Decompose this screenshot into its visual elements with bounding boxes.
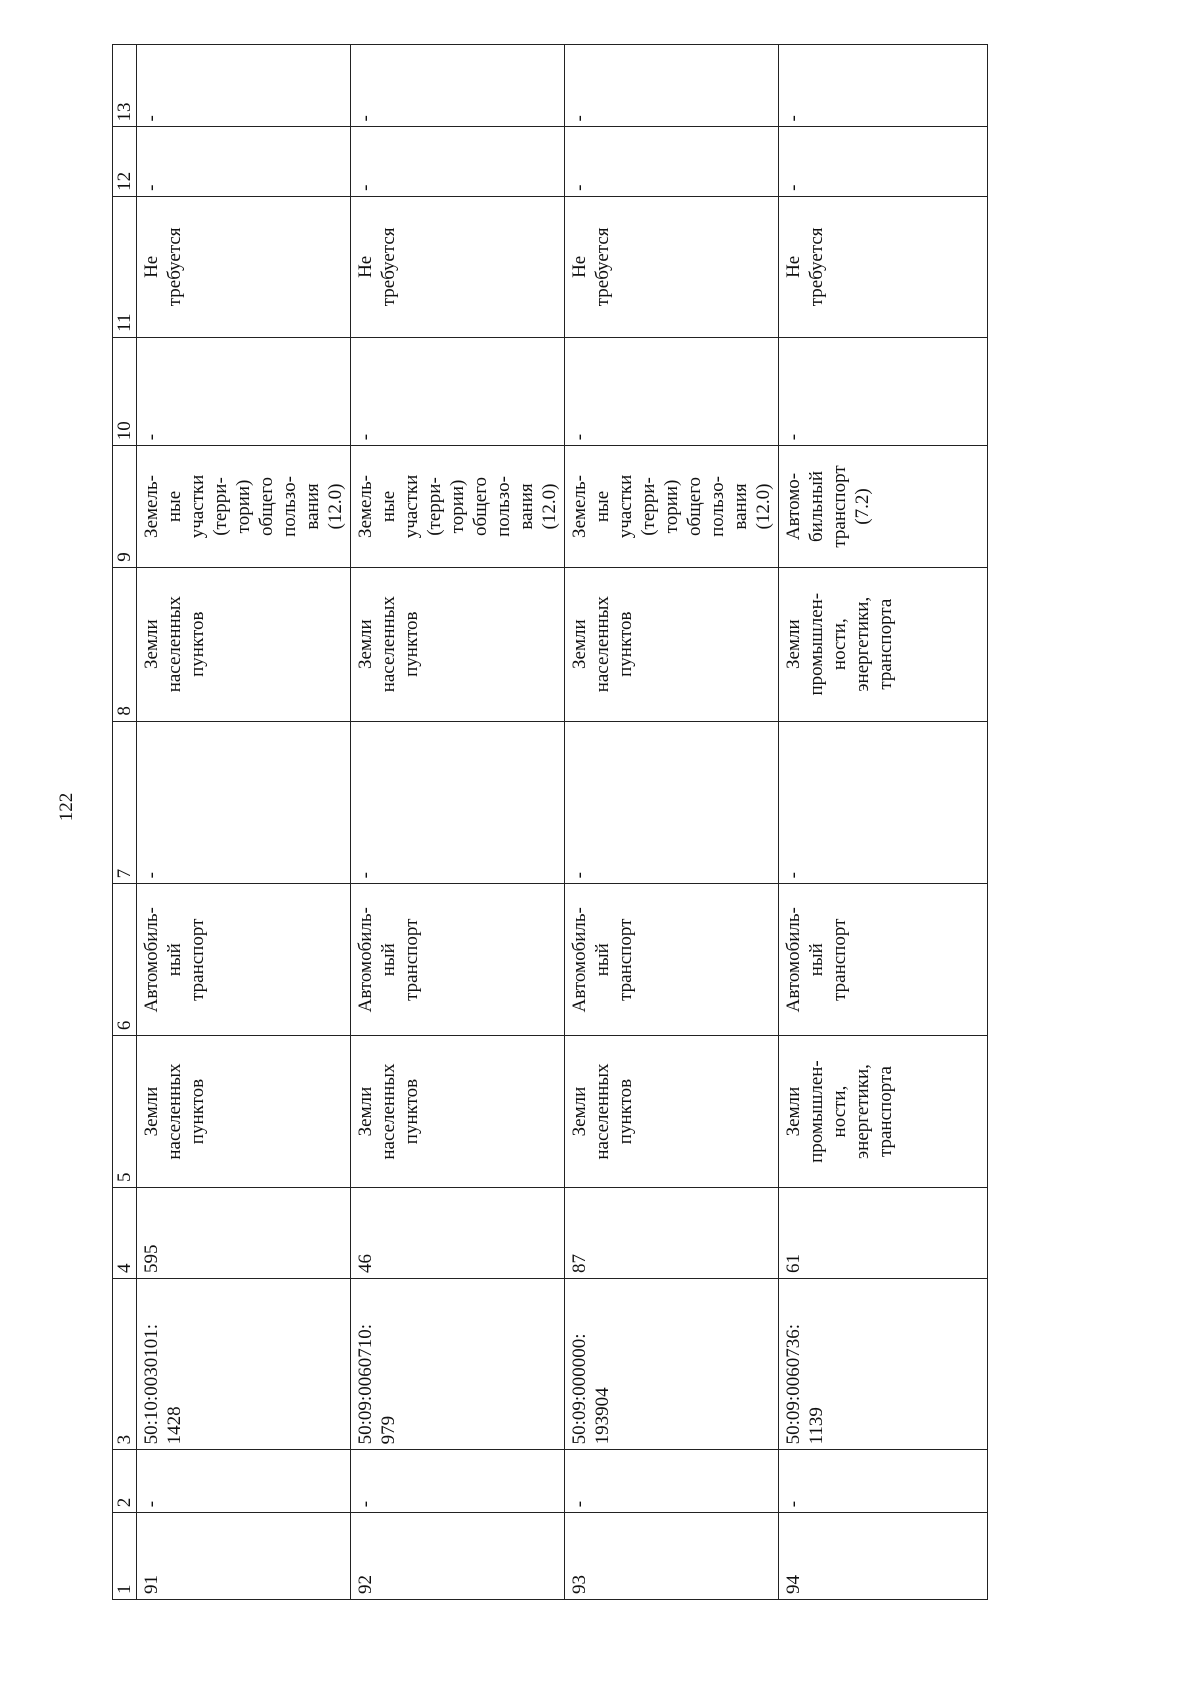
requirement-cell: Не требуется [351, 196, 565, 337]
table-cell: - [565, 721, 779, 884]
table-cell: - [565, 337, 779, 445]
column-number: 6 [113, 884, 137, 1036]
permitted-use-cell: Земель- ные участки (терри- тории) общего пользо- вания (12.0) [137, 446, 351, 567]
table-cell: - [779, 127, 988, 196]
requirement-cell: Не требуется [565, 196, 779, 337]
column-number: 10 [113, 337, 137, 445]
column-number: 1 [113, 1513, 137, 1600]
land-category-cell: Земли населенных пунктов [565, 567, 779, 721]
column-number: 4 [113, 1187, 137, 1278]
land-category-cell: Земли населенных пунктов [137, 1036, 351, 1188]
column-number: 8 [113, 567, 137, 721]
table-cell: - [351, 1450, 565, 1513]
table-cell: - [565, 1450, 779, 1513]
area-cell: 61 [779, 1187, 988, 1278]
cadastral-number-cell: 50:09:0060710: 979 [351, 1279, 565, 1450]
table-cell: - [779, 1450, 988, 1513]
table-cell: - [137, 1450, 351, 1513]
land-category-cell: Земли населенных пунктов [351, 1036, 565, 1188]
row-number-cell: 93 [565, 1513, 779, 1600]
row-number-cell: 91 [137, 1513, 351, 1600]
row-number-cell: 94 [779, 1513, 988, 1600]
column-number: 2 [113, 1450, 137, 1513]
column-number: 12 [113, 127, 137, 196]
table-row [137, 45, 351, 1600]
table-cell: - [351, 127, 565, 196]
table-cell: - [137, 45, 351, 127]
column-number: 9 [113, 446, 137, 567]
permitted-use-cell: Автомобиль- ный транспорт [137, 884, 351, 1036]
permitted-use-cell: Автомобиль- ный транспорт [779, 884, 988, 1036]
table-cell: - [779, 721, 988, 884]
column-number: 11 [113, 196, 137, 337]
page-number: 122 [56, 792, 77, 822]
table-cell: - [565, 45, 779, 127]
table-cell: - [779, 337, 988, 445]
table-cell: - [351, 337, 565, 445]
table-cell: - [351, 721, 565, 884]
table-cell: - [565, 127, 779, 196]
permitted-use-cell: Автомо- бильный транспорт (7.2) [779, 446, 988, 567]
column-number: 3 [113, 1279, 137, 1450]
permitted-use-cell: Земель- ные участки (терри- тории) общего пользо- вания (12.0) [565, 446, 779, 567]
land-category-cell: Земли промышлен- ности, энергетики, транспорта [779, 1036, 988, 1188]
requirement-cell: Не требуется [137, 196, 351, 337]
permitted-use-cell: Земель- ные участки (терри- тории) общего пользо- вания (12.0) [351, 446, 565, 567]
permitted-use-cell: Автомобиль- ный транспорт [565, 884, 779, 1036]
cadastral-number-cell: 50:09:0060736: 1139 [779, 1279, 988, 1450]
cadastral-number-cell: 50:10:0030101: 1428 [137, 1279, 351, 1450]
land-category-cell: Земли населенных пунктов [351, 567, 565, 721]
table-cell: - [137, 337, 351, 445]
row-number-cell: 92 [351, 1513, 565, 1600]
cadastral-number-cell: 50:09:000000: 193904 [565, 1279, 779, 1450]
table-cell: - [137, 721, 351, 884]
area-cell: 46 [351, 1187, 565, 1278]
table-row [779, 45, 988, 1600]
land-plots-table [112, 44, 988, 1600]
land-category-cell: Земли населенных пунктов [137, 567, 351, 721]
column-number: 13 [113, 45, 137, 127]
area-cell: 87 [565, 1187, 779, 1278]
land-category-cell: Земли промышлен- ности, энергетики, транспорта [779, 567, 988, 721]
requirement-cell: Не требуется [779, 196, 988, 337]
column-number: 5 [113, 1036, 137, 1188]
permitted-use-cell: Автомобиль- ный транспорт [351, 884, 565, 1036]
table-row [565, 45, 779, 1600]
table-cell: - [351, 45, 565, 127]
table-row [351, 45, 565, 1600]
land-category-cell: Земли населенных пунктов [565, 1036, 779, 1188]
column-number: 7 [113, 721, 137, 884]
table-cell: - [779, 45, 988, 127]
table-cell: - [137, 127, 351, 196]
area-cell: 595 [137, 1187, 351, 1278]
column-number-row [113, 45, 137, 1600]
rotated-table-container [112, 40, 972, 1600]
